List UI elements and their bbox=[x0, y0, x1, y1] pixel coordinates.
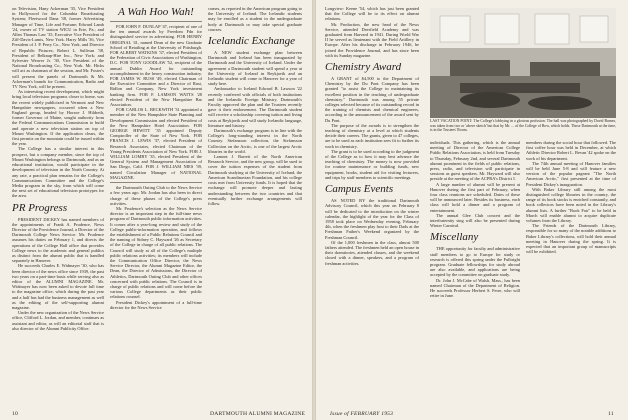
article-text: Under the new organization of the News Service office, Clifford L. Jordan, and member, continues as assistant and editor, as will an editorial staff that is also director of the Alumni Publicity Office. bbox=[12, 310, 104, 331]
section-heading-wah-hoo-wah: A Wah Hoo Wah! bbox=[118, 6, 194, 18]
article-text: The purpose of the awards is to strengthen the teaching of chemistry at a level at which students decide their careers. The grants, given to 47 colleges, are to be used as each institution sees fit to further its work in chemistry. bbox=[325, 122, 419, 149]
article-text: The 74th annual meeting of Hanover families will be held June 5-8 and will feature a new version of the popular pageant "The North American Arctic," first presented at the time of President Dickey's inauguration. bbox=[526, 160, 616, 187]
section-heading-icelandic-exchange: Icelandic Exchange bbox=[208, 35, 296, 48]
article-text: Mr. Prudence's selection as the News Service director is an important step in the full-time news program of Dartmouth public information activities. It comes after a year-long review and study of the College public-information operation, and follows the establishment of a Public Relations Council and the naming of Sidney C. Hayward '26 as Secretary of the College in charge of all public relations. The Council will study at all of the College's multiple public relations activities; its members will include the Communication Office Director, the News Service Director, the Alumni Magazine Editor, the Dean, the Director of Admissions, the Director of Athletics, Dartmouth Outing Club and other offices concerned with public relations. The Council is in charge of public relations and will come before the various College departments as their public relations counsel. bbox=[110, 205, 202, 300]
article-text: President Dickey's appointment of a full-time director for the News Service bbox=[110, 299, 202, 310]
library-interior-image bbox=[430, 8, 616, 118]
awards-list: FOR CARLOS L. BECKWITH '31 appointed a member of the New Hampshire State Planning and Development Commission and elected President of the New Hampshire Hotel Association. FOR GEORGE HEWITT '35 appointed Deputy Comptroller of the State of New York. FOR FRANCIS J. LEWIS '37, elected President of Research Associates, elected Chairman of the Young Presidents Association of New York. FOR J. WILLIAM LOMBY '35, elected President of the General System and Management Association of San Diego, Calif. FOR J. WILLIAM NIES '39, named Circulation Manager of NATIONAL MAGAZINE. bbox=[110, 107, 202, 180]
article-text: The College has a similar interest in this prospect, but a company member, since the top of Mount Washington belongs to Dartmouth, and as an educational institution, would participate in the development of television in the North Country. At any rate, a practical plan remains for the College's Communications Committee and the College's Media program in the sky, from which will come the next set of educational television prototypes for the area. bbox=[12, 146, 104, 199]
article-text: the Dartmouth Outing Club to the News Service a few years ago. Mr. Jordan has also been in direct charge of these phases of the College's press activities. bbox=[110, 185, 202, 206]
right-running-title: Issue of FEBRUARY 1953 bbox=[330, 411, 394, 417]
article-text: Dartmouth's exchange program is in line with the College's long-standing interest in the North Country. Stefansson collection, the Stefansson Collection on the Arctic, is one of the largest Arctic libraries in the world. bbox=[208, 128, 302, 154]
article-text: THE opportunity for faculty and administrative staff members to go to Europe for study or research is offered this spring under the Fulbright program. Graduate fellowships for study abroad are also available, and applications are being accepted by the committee on graduate study. bbox=[430, 246, 520, 278]
section-heading-miscellany: Miscellany bbox=[430, 231, 479, 244]
article-text: Dr. John J. McCabe of Walsh, Mass., has been named Chairman of the Department of Religion. He succeeds Professor Herbert S. Ferre, who will retire in June. bbox=[430, 277, 520, 299]
divider bbox=[110, 182, 202, 183]
left-page-number: 10 bbox=[12, 411, 18, 417]
article-text: He succeeds Charles E. Widmayer '30, who has been director of the news office since 1939, the past two years on a part-time basis while serving also as editor of the ALUMNI MAGAZINE. Mr. Widmayer has now been asked to devote full time to the magazine office, which during the past year and a half has had the business management as well as the editing of the self-supporting alumni magazine. bbox=[12, 263, 104, 310]
article-text: As interesting recent development, which might bring local television programs closer to home, was the recent widely publicized in Vermont and New Hampshire newspapers, occurred when a New England group, headed by Horace J. Hildreth, former Governor of Maine, sought authority from the Federal Communications Commission to build and operate a new television station on top of Mount Washington. If the application clears, the first permits on the mountain could be issued within the year. bbox=[12, 89, 104, 147]
right-column-1 bbox=[325, 6, 419, 401]
caption-text: LAST VACATION POINT: The College's lobbying in a glorious profusion. The hall was photographed by David Barnes, was taken from two or 'above sketch' but that by Mr. ... of the College of Bow, which holds. Those Dartmouth at the time, is in the Trustees' Room. bbox=[430, 119, 616, 132]
library-photo bbox=[430, 8, 616, 118]
left-column-1 bbox=[12, 6, 104, 401]
right-page-number: 11 bbox=[608, 411, 614, 417]
awards-list: FOR JOHN F. DUNLAP '47, recipient of one of the ten annual awards by Freedom Fdn for distinguished service in advertising. FOR HENRY ORIGINAL '41, named Dean of the new Graduate School of Retailing at the University of Pittsburgh. FOR ALBERT WATKINS '37, elected President of the Federation of Civic Associations of Washington, D.C. FOR TONY GOODLAW '52, recipient of the annual Dublin Award for outstanding accomplishment in the heavy construction industry. FOR JAMES W. RUSS '49, elected Chairman of the Executive Committee and a Director of Rust, Ridlon and Company, New York investment banking firm. FOR F. LAMSON WATTS '28 elected President of the New Hampshire Bar Association. bbox=[110, 24, 202, 108]
section-heading-campus-events: Campus Events bbox=[325, 183, 394, 196]
article-text: A large number of alumni will be present at Hanover during the first part of February, when four class reunions are scheduled. Dates of these will be announced later. Besides its business, each class will hold a dinner and a program of entertainment. bbox=[430, 181, 520, 213]
section-heading-pr-progress: PR Progress bbox=[12, 201, 68, 214]
article-text: on Television, Hany Ackerman '35, Vice President in Hollywood for the Columbia Broadcasting System; Fleetwood Dana '38, former Advertising Manager of Time, Life and Fortune; Edward Lamb '24, owner of TV station WICU in Erie, Pa.; and Allen Thomas Law '35, Executive Vice President of Ziff-Davis-Lumis, New York. Harry Mills '36, Vice President of J. P. Perry Co., New York, and Director of Republic Pictures; Robert L. Sullivan '38, President of Belknap-Hire Inc., New York; and Sylvester Weaver Jr. '30, Vice President of the National Broadcasting Co., New York. Mr. Hicks will act as chairman of the session, and Mr. Foster's will present the panels of Dartmouth & Mr. Ackerman's brands for Communication, Radio and TV New York, will be present. bbox=[12, 6, 104, 90]
left-column-3 bbox=[208, 6, 302, 401]
right-column-3 bbox=[526, 140, 616, 402]
article-text: Longview: Keene '54, which has just been granted that the College will be to its effect on alumni relations. bbox=[325, 6, 419, 22]
article-text: PRESIDENT DICKEY has named members of the appointments of Frank A. Prudence, News Director of the Providence Journal, a Director of the Dartmouth College News Service. Mr. Prudence assumes his duties on February 1, and directs the operations of the College Hall office that provides College news to the academic and general publics as distinct from the alumni public that is handled separately in Hanover. bbox=[12, 216, 104, 264]
article-text: A GRANT of $4,500 to the Department of Chemistry by the Du Pont Company has been granted "to assist the College in maintaining its excellent position in the teaching of undergraduate chemistry." Dartmouth was among 55 private colleges selected because of its outstanding record in the training of chemists and chemical engineers, according to the announcement of the award sent by Du Pont. bbox=[325, 76, 419, 123]
article-text: A NEW student exchange plan between Dartmouth and Iceland has been inaugurated by Dartmouth and the University of Iceland. Under the agreement a Dartmouth student will spend a year at the University of Iceland in Reykjavik and an Icelandic student will come to Hanover for a year of study here. bbox=[208, 50, 302, 87]
divider bbox=[110, 21, 202, 22]
article-text: comes, as reported in the American program going to the University of Iceland. The Icelandic students may be enrolled as a student in the undergraduate body at Dartmouth or may take special graduate courses. bbox=[208, 6, 302, 32]
photo-caption bbox=[430, 119, 616, 133]
article-text: With Baker Library still among the most distinguished college libraries in the country, the range of its book stocks is enriched constantly, and book collectors have been noted in the Library's alumni lists. A further "Book Fair" to be held in March will enable alumni to acquire duplicate volumes from the Library. bbox=[526, 186, 616, 224]
article-text: The grant is to be used according to the judgment of the College as to how it may best advance the teaching of chemistry. The money is now provided for routine maintenance or building funds, new equipment, books, student aid for visiting lecturers, and trips by staff members to scientific meetings. bbox=[325, 148, 419, 180]
left-column-2 bbox=[110, 6, 202, 401]
right-column-2 bbox=[430, 140, 520, 402]
article-text: Of the 1,000 freshmen in the class, almost 500 fathers attended. The freshmen held an open house in their dormitories, attended classes, and the weekend closed with a dinner, speakers, and a program of freshman activities. bbox=[325, 239, 419, 266]
article-text: The annual Glee Club concert and the interfraternity sing will also be presented during Winter Carnival. bbox=[430, 212, 520, 229]
article-text: Ambassador to Iceland Edward B. Lawson '22 recently conferred with officials of both institutions and the Icelandic Foreign Ministry. Dartmouth's Faculty approved the plan and the Trustees recently gave it their endorsement. The Dartmouth student will receive a scholarship covering tuition and living costs at Reykjavik and will study Icelandic language, literature and history. bbox=[208, 86, 302, 128]
left-running-title: DARTMOUTH ALUMNI MAGAZINE bbox=[210, 411, 306, 417]
article-text: individuals. This gathering, which is the annual meeting of Director of the American College Public Relations Association, is held from Tuesday to Thursday, February 2nd, and several Dartmouth alumni prominent in the fields of public relations, press, radio, and television will participate in sessions as guest speakers. Mr. Hayward will also preside at the meeting of the ACPRA's District I. bbox=[430, 140, 520, 182]
page-gutter bbox=[312, 0, 316, 420]
section-heading-chemistry-award: Chemistry Award bbox=[325, 61, 402, 74]
article-text: AS NOTED BY the traditional Dartmouth Advisory Council, which this year on February 8 will be dedicated to the introduction on the winter calendar, the highlight of the year for the Class of 1958 took place on Wednesday evening, February 4th, when the freshmen play host to their Dads at the Freshman Father's Weekend organized by the Freshman Council. bbox=[325, 198, 419, 240]
article-text: The Friends of the Dartmouth Library, responsible for so many of the notable additions to Baker Library's collections, will hold their annual meeting in Hanover during the spring. It is expected that an important group of manuscripts will be exhibited. bbox=[526, 223, 616, 255]
article-text: Mr. Production, the new head of the News Service, attended Deerfield Academy and was graduated from Harvard in 1941. During World War II he served as lieutenant with the Field Artillery in Europe. After his discharge in February 1946, he joined the Providence Journal, and has since been with its Sunday magazine. bbox=[325, 21, 419, 58]
article-text: members during the social hour that followed. The first coffee hour was held in December, at which Athletic Director Robert L. Bevan '42 spoke on the work of his department. bbox=[526, 140, 616, 161]
article-text: Lamont J. Barrett of the North American Research Service, and the new group, will be used to cover the tuition expenses of the student from Dartmouth studying at the University of Iceland, the American Scandinavian Foundation, and his college costs met from University funds. It is hoped that the exchange will promote deeper and lasting understanding between the two countries and that eventually further exchange arrangements will follow. bbox=[208, 154, 302, 206]
